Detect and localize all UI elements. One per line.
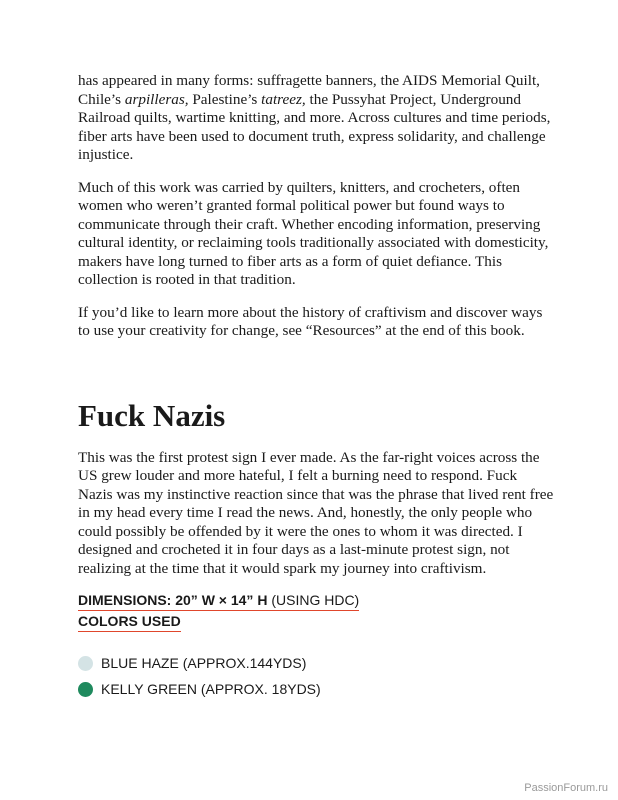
watermark: PassionForum.ru [524,782,608,794]
intro-paragraph-3: If you’d like to learn more about the history of craftivism and discover ways to use your creativity for change, see “Resources” at the end of this book. [78,303,543,339]
dimensions-block [78,592,554,634]
intro-paragraph-1 [78,72,554,165]
color-name: BLUE HAZE (APPROX.144YDS) [101,655,307,671]
color-swatch-icon [78,656,93,671]
color-item [78,650,554,676]
color-item [78,676,554,702]
section-title: Fuck Nazis [78,397,226,433]
intro-text: has appeared in many forms: suffragette banners, the AIDS Memorial Quilt, Chile’s [78,72,540,108]
colors-list [78,650,554,702]
page-content [78,72,554,702]
color-name: KELLY GREEN (APPROX. 18YDS) [101,681,321,697]
section-body: This was the first protest sign I ever made. As the far-right voices across the US grew louder and more hateful, I felt a burning need to respond. Fuck Nazis was my instinctive reaction since that was the phrase that lived rent free in my head every time I read the news. And, honestly, the only people who could possibly be offended by it were the ones to whom it was directed. I designed and crocheted it in four days as a last-minute protest sign, not realizing at the time that it would spark my journey into craftivism. [78,448,554,577]
dimensions-line [78,592,359,611]
italic-term-arpilleras: arpilleras, [124,90,189,108]
intro-paragraph-2: Much of this work was carried by quilters, knitters, and crocheters, often women who weren’t granted formal political power but found ways to communicate through their craft. Whether encoding information, preserving cultural identity, or reclaiming tools traditionally associated with domesticity, makers have long turned to fiber arts as a form of quiet defiance. This collection is rooted in that tradition. [78,178,549,288]
colors-heading-text: COLORS USED [78,613,181,629]
colors-heading [78,613,181,632]
intro-text: the Pussyhat Project, Underground Railroad quilts, wartime knitting, and more. Across cultures and time periods, fiber arts have been used to document truth, express solidarity, and challenge injustice. [78,90,551,163]
intro-text: Palestine’s [188,90,262,108]
italic-term-tatreez: tatreez, [261,90,306,108]
color-swatch-icon [78,682,93,697]
dimensions-stitch: (USING HDC) [267,592,360,608]
dimensions-label: DIMENSIONS: 20” W × 14” H [78,592,268,608]
